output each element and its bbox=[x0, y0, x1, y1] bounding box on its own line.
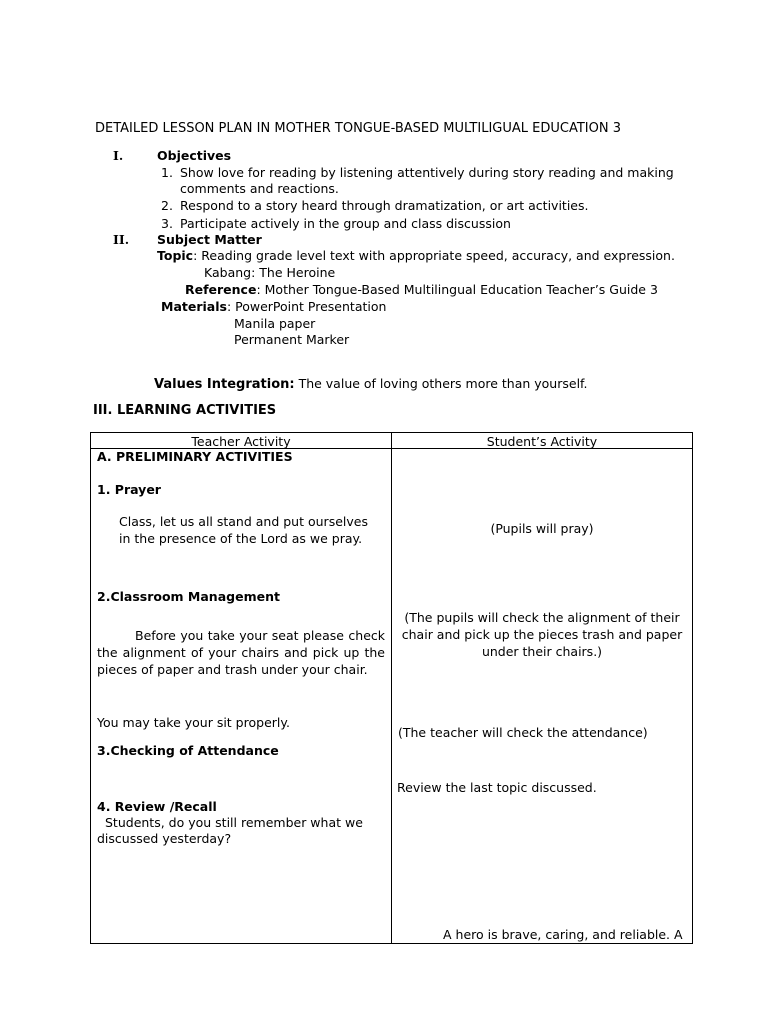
materials-item-3: Permanent Marker bbox=[234, 332, 350, 347]
classroom-management-heading: 2.Classroom Management bbox=[97, 589, 280, 604]
document-title: DETAILED LESSON PLAN IN MOTHER TONGUE-BASED MULTILIGUAL EDUCATION 3 bbox=[95, 121, 621, 136]
classroom-management-student: (The pupils will check the alignment of their chair and pick up the pieces trash and paper under their chairs.) bbox=[401, 610, 683, 659]
materials-label: Materials bbox=[161, 299, 227, 314]
subject-matter-numeral: II. bbox=[113, 232, 130, 247]
objective-number-2: 2. bbox=[161, 198, 173, 213]
objectives-heading: Objectives bbox=[157, 148, 232, 163]
reference-text: : Mother Tongue-Based Multilingual Education Teacher’s Guide 3 bbox=[256, 282, 658, 297]
objective-3: Participate actively in the group and class discussion bbox=[180, 216, 511, 231]
prayer-text: Class, let us all stand and put ourselves in the presence of the Lord as we pray. bbox=[119, 514, 368, 546]
column-divider bbox=[391, 433, 392, 943]
objective-2: Respond to a story heard through dramatization, or art activities. bbox=[180, 198, 589, 213]
learning-activities-heading: III. LEARNING ACTIVITIES bbox=[93, 403, 277, 418]
hero-answer-text: A hero is brave, caring, and reliable. A bbox=[443, 927, 683, 942]
sit-properly-text: You may take your sit properly. bbox=[97, 715, 290, 730]
subject-matter-heading: Subject Matter bbox=[157, 232, 262, 247]
attendance-heading: 3.Checking of Attendance bbox=[97, 743, 279, 758]
preliminary-activities: A. PRELIMINARY ACTIVITIES bbox=[97, 449, 293, 464]
review-recall-heading: 4. Review /Recall bbox=[97, 799, 217, 814]
reference-label: Reference bbox=[185, 282, 257, 297]
values-text: The value of loving others more than yourself. bbox=[294, 376, 588, 391]
objective-number-1: 1. bbox=[161, 165, 173, 180]
materials-line bbox=[161, 299, 386, 314]
classroom-management-text: Before you take your seat please check the alignment of your chairs and pick up the pieces of paper and trash under your chair. bbox=[97, 628, 385, 677]
review-student: Review the last topic discussed. bbox=[397, 780, 597, 795]
attendance-student: (The teacher will check the attendance) bbox=[398, 725, 648, 740]
objectives-numeral: I. bbox=[113, 148, 124, 163]
reference-line bbox=[185, 282, 658, 297]
review-recall-text: Students, do you still remember what we discussed yesterday? bbox=[97, 815, 363, 846]
materials-item-2: Manila paper bbox=[234, 316, 316, 331]
objective-number-3: 3. bbox=[161, 216, 173, 231]
prayer-student: (Pupils will pray) bbox=[490, 521, 594, 536]
teacher-activity-header: Teacher Activity bbox=[191, 434, 291, 449]
objective-1-line-2: comments and reactions. bbox=[180, 181, 339, 196]
topic-subtitle: Kabang: The Heroine bbox=[204, 265, 336, 280]
values-label: Values Integration: bbox=[154, 377, 295, 392]
topic-label: Topic bbox=[157, 248, 194, 263]
materials-item-1: : PowerPoint Presentation bbox=[226, 299, 387, 314]
learning-activities-table bbox=[90, 432, 693, 944]
topic-line bbox=[157, 248, 675, 263]
values-integration bbox=[154, 376, 588, 392]
student-activity-header: Student’s Activity bbox=[486, 434, 598, 449]
prayer-heading: 1. Prayer bbox=[97, 482, 161, 497]
objective-1-line-1: Show love for reading by listening attentively during story reading and making bbox=[180, 165, 674, 180]
topic-text: : Reading grade level text with appropriate speed, accuracy, and expression. bbox=[193, 248, 675, 263]
